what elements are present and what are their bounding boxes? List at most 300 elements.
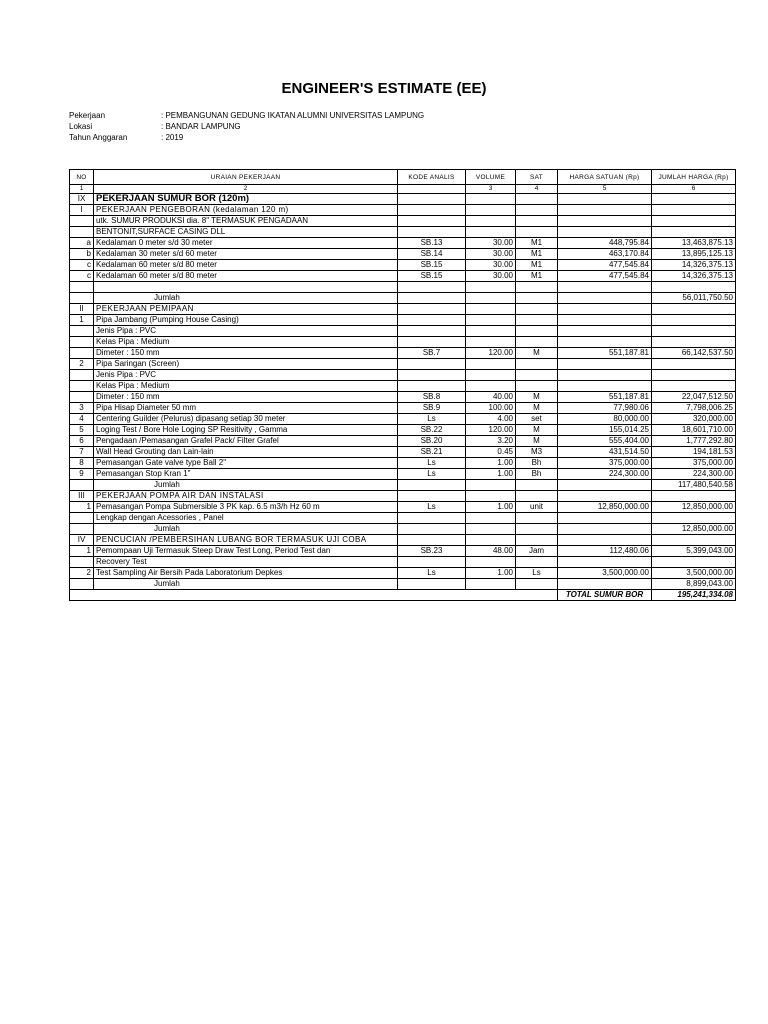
cell-harga xyxy=(558,282,652,293)
cell-uraian: Dimeter : 150 mm xyxy=(94,392,398,403)
cell-volume: 30.00 xyxy=(466,271,516,282)
meta-value: : 2019 xyxy=(161,133,184,142)
cell-no: 7 xyxy=(70,447,94,458)
cell-kode: Ls xyxy=(398,458,466,469)
cell-jumlah: 13,895,125.13 xyxy=(652,249,736,260)
table-row xyxy=(70,469,736,480)
cell-volume xyxy=(466,194,516,205)
cell-kode: Ls xyxy=(398,502,466,513)
cell-harga xyxy=(558,293,652,304)
cell-jumlah: 375,000.00 xyxy=(652,458,736,469)
cell-volume xyxy=(466,359,516,370)
cell-jumlah: 22,047,512.50 xyxy=(652,392,736,403)
cell-kode xyxy=(398,304,466,315)
cell-harga xyxy=(558,513,652,524)
cell-uraian: Pemasangan Gate valve type Ball 2" xyxy=(94,458,398,469)
cell-uraian: utk. SUMUR PRODUKSI dia. 8" TERMASUK PENGADAAN xyxy=(94,216,398,227)
cell-no xyxy=(70,293,94,304)
cell-kode: SB.8 xyxy=(398,392,466,403)
cell-sat xyxy=(516,293,558,304)
cell-jumlah: 66,142,537.50 xyxy=(652,348,736,359)
cell-volume xyxy=(466,315,516,326)
total-value: 195,241,334.08 xyxy=(652,590,736,601)
cell-volume xyxy=(466,304,516,315)
cell-kode: Ls xyxy=(398,469,466,480)
table-row xyxy=(70,491,736,502)
cell-jumlah xyxy=(652,216,736,227)
cell-harga xyxy=(558,326,652,337)
cell-uraian: PEKERJAAN POMPA AIR DAN INSTALASI xyxy=(94,491,398,502)
cell-harga: 375,000.00 xyxy=(558,458,652,469)
cell-sat xyxy=(516,282,558,293)
cell-kode: SB.15 xyxy=(398,271,466,282)
cell-no xyxy=(70,557,94,568)
cell-sat xyxy=(516,359,558,370)
cell-jumlah xyxy=(652,513,736,524)
cell-volume: 1.00 xyxy=(466,502,516,513)
header-harga: HARGA SATUAN (Rp) xyxy=(558,170,652,185)
cell-uraian: Kedalaman 60 meter s/d 80 meter xyxy=(94,260,398,271)
cell-kode xyxy=(398,337,466,348)
cell-jumlah: 14,326,375.13 xyxy=(652,260,736,271)
cell-kode: SB.22 xyxy=(398,425,466,436)
col-number: 5 xyxy=(558,185,652,194)
table-row xyxy=(70,546,736,557)
cell-sat: M1 xyxy=(516,249,558,260)
cell-volume xyxy=(466,524,516,535)
table-row xyxy=(70,392,736,403)
cell-sat: Bh xyxy=(516,469,558,480)
project-meta xyxy=(69,110,424,143)
cell-kode xyxy=(398,216,466,227)
table-row xyxy=(70,249,736,260)
cell-harga: 77,980.06 xyxy=(558,403,652,414)
cell-uraian: Kelas Pipa : Medium xyxy=(94,337,398,348)
table-row xyxy=(70,436,736,447)
table-row xyxy=(70,315,736,326)
table-row xyxy=(70,414,736,425)
cell-kode: Ls xyxy=(398,414,466,425)
cell-uraian: Jumlah xyxy=(94,480,398,491)
col-number: 4 xyxy=(516,185,558,194)
total-row xyxy=(70,590,736,601)
cell-volume: 48.00 xyxy=(466,546,516,557)
cell-sat: M xyxy=(516,425,558,436)
cell-uraian: Pipa Hisap Diameter 50 mm xyxy=(94,403,398,414)
cell-kode xyxy=(398,524,466,535)
cell-jumlah xyxy=(652,227,736,238)
cell-jumlah xyxy=(652,535,736,546)
table-row xyxy=(70,535,736,546)
cell-kode xyxy=(398,315,466,326)
cell-sat xyxy=(516,315,558,326)
cell-kode xyxy=(398,293,466,304)
cell-jumlah xyxy=(652,304,736,315)
column-number-row xyxy=(70,185,736,194)
cell-no: II xyxy=(70,304,94,315)
estimate-table xyxy=(69,169,736,601)
meta-row-lokasi xyxy=(69,121,424,132)
meta-label: Pekerjaan xyxy=(69,111,106,120)
cell-uraian: BENTONIT,SURFACE CASING DLL xyxy=(94,227,398,238)
table-row xyxy=(70,557,736,568)
cell-no: c xyxy=(70,260,94,271)
cell-no: 9 xyxy=(70,469,94,480)
cell-uraian: Dimeter : 150 mm xyxy=(94,348,398,359)
cell-volume: 1.00 xyxy=(466,458,516,469)
cell-uraian: Kedalaman 60 meter s/d 80 meter xyxy=(94,271,398,282)
cell-jumlah xyxy=(652,370,736,381)
cell-no xyxy=(70,480,94,491)
table-row xyxy=(70,513,736,524)
cell-sat xyxy=(516,557,558,568)
table-row xyxy=(70,359,736,370)
cell-jumlah: 1,777,292.80 xyxy=(652,436,736,447)
cell-volume: 1.00 xyxy=(466,568,516,579)
cell-no: 1 xyxy=(70,546,94,557)
cell-uraian: Jenis Pipa : PVC xyxy=(94,370,398,381)
cell-jumlah xyxy=(652,205,736,216)
cell-volume: 30.00 xyxy=(466,249,516,260)
cell-uraian: PENCUCIAN /PEMBERSIHAN LUBANG BOR TERMASUK UJI COBA xyxy=(94,535,398,546)
cell-kode: Ls xyxy=(398,568,466,579)
cell-no: c xyxy=(70,271,94,282)
cell-uraian: Kedalaman 30 meter s/d 60 meter xyxy=(94,249,398,260)
cell-sat: M xyxy=(516,348,558,359)
cell-volume: 120.00 xyxy=(466,348,516,359)
cell-no: 5 xyxy=(70,425,94,436)
table-row xyxy=(70,458,736,469)
cell-kode: SB.21 xyxy=(398,447,466,458)
header-sat: SAT xyxy=(516,170,558,185)
table-row xyxy=(70,238,736,249)
meta-value: : PEMBANGUNAN GEDUNG IKATAN ALUMNI UNIVERSITAS LAMPUNG xyxy=(161,111,425,120)
cell-jumlah: 12,850,000.00 xyxy=(652,502,736,513)
cell-volume xyxy=(466,282,516,293)
cell-jumlah: 56,011,750.50 xyxy=(652,293,736,304)
cell-sat: M1 xyxy=(516,271,558,282)
cell-sat: M xyxy=(516,403,558,414)
cell-kode xyxy=(398,381,466,392)
header-volume: VOLUME xyxy=(466,170,516,185)
cell-jumlah: 18,601,710.00 xyxy=(652,425,736,436)
cell-jumlah: 3,500,000.00 xyxy=(652,568,736,579)
cell-jumlah xyxy=(652,337,736,348)
cell-jumlah xyxy=(652,359,736,370)
meta-row-pekerjaan xyxy=(69,110,424,121)
col-number: 2 xyxy=(94,185,398,194)
cell-volume xyxy=(466,557,516,568)
cell-harga xyxy=(558,337,652,348)
cell-sat xyxy=(516,491,558,502)
cell-volume xyxy=(466,491,516,502)
cell-volume: 30.00 xyxy=(466,260,516,271)
cell-sat: M xyxy=(516,436,558,447)
cell-sat xyxy=(516,480,558,491)
cell-uraian: Lengkap dengan Acessories , Panel xyxy=(94,513,398,524)
cell-uraian xyxy=(94,282,398,293)
cell-volume: 30.00 xyxy=(466,238,516,249)
cell-jumlah xyxy=(652,326,736,337)
cell-sat xyxy=(516,381,558,392)
cell-no: III xyxy=(70,491,94,502)
cell-no: 2 xyxy=(70,359,94,370)
cell-kode xyxy=(398,359,466,370)
cell-no: 4 xyxy=(70,414,94,425)
cell-kode xyxy=(398,557,466,568)
cell-harga xyxy=(558,579,652,590)
cell-kode xyxy=(398,326,466,337)
meta-value: : BANDAR LAMPUNG xyxy=(161,122,241,131)
cell-jumlah: 194,181.53 xyxy=(652,447,736,458)
cell-volume xyxy=(466,513,516,524)
cell-sat xyxy=(516,326,558,337)
cell-no: 1 xyxy=(70,502,94,513)
cell-uraian: Wall Head Grouting dan Lain-lain xyxy=(94,447,398,458)
col-number: 6 xyxy=(652,185,736,194)
cell-kode xyxy=(398,535,466,546)
cell-uraian: Pemasangan Pompa Submersible 3 PK kap. 6.5 m3/h Hz 60 m xyxy=(94,502,398,513)
cell-no xyxy=(70,370,94,381)
cell-sat xyxy=(516,227,558,238)
cell-volume: 100.00 xyxy=(466,403,516,414)
cell-jumlah: 224,300.00 xyxy=(652,469,736,480)
table-row xyxy=(70,524,736,535)
cell-harga xyxy=(558,370,652,381)
cell-harga: 12,850,000.00 xyxy=(558,502,652,513)
cell-no xyxy=(70,227,94,238)
cell-jumlah: 5,399,043.00 xyxy=(652,546,736,557)
cell-harga: 551,187.81 xyxy=(558,348,652,359)
cell-no: 6 xyxy=(70,436,94,447)
meta-row-tahun xyxy=(69,132,424,143)
cell-harga xyxy=(558,216,652,227)
cell-harga xyxy=(558,535,652,546)
cell-volume xyxy=(466,381,516,392)
cell-sat xyxy=(516,370,558,381)
cell-harga: 155,014.25 xyxy=(558,425,652,436)
cell-uraian: Jenis Pipa : PVC xyxy=(94,326,398,337)
table-row xyxy=(70,304,736,315)
cell-volume xyxy=(466,227,516,238)
cell-kode: SB.7 xyxy=(398,348,466,359)
cell-kode xyxy=(398,491,466,502)
cell-kode xyxy=(398,194,466,205)
cell-volume xyxy=(466,480,516,491)
cell-no xyxy=(70,579,94,590)
cell-harga: 477,545.84 xyxy=(558,271,652,282)
cell-harga: 555,404.00 xyxy=(558,436,652,447)
cell-sat: Ls xyxy=(516,568,558,579)
cell-jumlah xyxy=(652,194,736,205)
cell-harga xyxy=(558,359,652,370)
cell-jumlah xyxy=(652,315,736,326)
cell-harga: 448,795.84 xyxy=(558,238,652,249)
cell-volume xyxy=(466,337,516,348)
cell-uraian: Pengadaan /Pemasangan Grafel Pack/ Filter Grafel xyxy=(94,436,398,447)
cell-volume: 4.00 xyxy=(466,414,516,425)
cell-kode: SB.15 xyxy=(398,260,466,271)
table-row xyxy=(70,227,736,238)
cell-harga: 224,300.00 xyxy=(558,469,652,480)
cell-no: b xyxy=(70,249,94,260)
table-row xyxy=(70,326,736,337)
cell-jumlah: 7,798,006.25 xyxy=(652,403,736,414)
cell-kode xyxy=(398,205,466,216)
cell-no: a xyxy=(70,238,94,249)
cell-kode: SB.23 xyxy=(398,546,466,557)
cell-harga xyxy=(558,315,652,326)
cell-uraian: Jumlah xyxy=(94,293,398,304)
cell-sat: Bh xyxy=(516,458,558,469)
cell-no: 8 xyxy=(70,458,94,469)
cell-volume: 120.00 xyxy=(466,425,516,436)
cell-jumlah: 8,899,043.00 xyxy=(652,579,736,590)
cell-harga: 3,500,000.00 xyxy=(558,568,652,579)
cell-no: 2 xyxy=(70,568,94,579)
cell-uraian: PEKERJAAN SUMUR BOR (120m) xyxy=(94,194,398,205)
cell-no: IV xyxy=(70,535,94,546)
table-body xyxy=(70,194,736,590)
cell-sat: M1 xyxy=(516,238,558,249)
cell-jumlah xyxy=(652,381,736,392)
header-no: NO xyxy=(70,170,94,185)
meta-label: Lokasi xyxy=(69,122,93,131)
cell-jumlah xyxy=(652,491,736,502)
cell-no xyxy=(70,326,94,337)
cell-sat xyxy=(516,579,558,590)
table-row xyxy=(70,293,736,304)
cell-sat xyxy=(516,205,558,216)
cell-uraian: Test Sampling Air Bersih Pada Laboratorium Depkes xyxy=(94,568,398,579)
cell-kode: SB.13 xyxy=(398,238,466,249)
cell-no xyxy=(70,392,94,403)
cell-sat xyxy=(516,304,558,315)
total-spacer xyxy=(70,590,558,601)
cell-no xyxy=(70,513,94,524)
cell-harga xyxy=(558,227,652,238)
cell-sat: M1 xyxy=(516,260,558,271)
cell-jumlah: 14,326,375.13 xyxy=(652,271,736,282)
table-row xyxy=(70,370,736,381)
table-row xyxy=(70,381,736,392)
cell-volume xyxy=(466,326,516,337)
cell-harga xyxy=(558,304,652,315)
cell-uraian: Pipa Saringan (Screen) xyxy=(94,359,398,370)
cell-no xyxy=(70,348,94,359)
cell-sat: M3 xyxy=(516,447,558,458)
cell-harga: 477,545.84 xyxy=(558,260,652,271)
cell-harga xyxy=(558,205,652,216)
col-number xyxy=(398,185,466,194)
cell-uraian: Recovery Test xyxy=(94,557,398,568)
cell-volume: 40.00 xyxy=(466,392,516,403)
table-row xyxy=(70,447,736,458)
cell-sat: set xyxy=(516,414,558,425)
table-row xyxy=(70,271,736,282)
document-title: ENGINEER'S ESTIMATE (EE) xyxy=(281,80,487,97)
cell-volume: 1.00 xyxy=(466,469,516,480)
cell-jumlah xyxy=(652,282,736,293)
cell-harga: 80,000.00 xyxy=(558,414,652,425)
cell-uraian: Kelas Pipa : Medium xyxy=(94,381,398,392)
cell-sat xyxy=(516,194,558,205)
cell-sat xyxy=(516,535,558,546)
cell-uraian: Centering Guilder (Pelurus) dipasang setiap 30 meter xyxy=(94,414,398,425)
table-row xyxy=(70,403,736,414)
header-jumlah: JUMLAH HARGA (Rp) xyxy=(652,170,736,185)
cell-no xyxy=(70,524,94,535)
cell-harga: 463,170.84 xyxy=(558,249,652,260)
cell-no xyxy=(70,337,94,348)
cell-sat xyxy=(516,513,558,524)
table-row xyxy=(70,579,736,590)
cell-harga: 431,514.50 xyxy=(558,447,652,458)
cell-no: 1 xyxy=(70,315,94,326)
cell-jumlah: 320,000.00 xyxy=(652,414,736,425)
cell-kode: SB.9 xyxy=(398,403,466,414)
cell-harga xyxy=(558,524,652,535)
cell-harga: 112,480.06 xyxy=(558,546,652,557)
cell-kode: SB.20 xyxy=(398,436,466,447)
cell-kode: SB.14 xyxy=(398,249,466,260)
cell-uraian: Jumlah xyxy=(94,524,398,535)
cell-kode xyxy=(398,282,466,293)
cell-harga xyxy=(558,381,652,392)
header-kode: KODE ANALIS xyxy=(398,170,466,185)
cell-no: I xyxy=(70,205,94,216)
cell-jumlah: 12,850,000.00 xyxy=(652,524,736,535)
table-row xyxy=(70,425,736,436)
cell-volume xyxy=(466,579,516,590)
cell-uraian: Kedalaman 0 meter s/d 30 meter xyxy=(94,238,398,249)
cell-no: IX xyxy=(70,194,94,205)
cell-jumlah: 117,480,540.58 xyxy=(652,480,736,491)
total-label: TOTAL SUMUR BOR xyxy=(558,590,652,601)
col-number: 3 xyxy=(466,185,516,194)
cell-uraian: PEKERJAAN PEMIPAAN xyxy=(94,304,398,315)
cell-kode xyxy=(398,579,466,590)
cell-no xyxy=(70,216,94,227)
cell-uraian: Loging Test / Bore Hole Loging SP Resitivity , Gamma xyxy=(94,425,398,436)
cell-uraian: Jumlah xyxy=(94,579,398,590)
table-row xyxy=(70,502,736,513)
cell-harga xyxy=(558,480,652,491)
table-row xyxy=(70,480,736,491)
cell-sat: M xyxy=(516,392,558,403)
cell-volume xyxy=(466,205,516,216)
cell-sat: unit xyxy=(516,502,558,513)
cell-harga xyxy=(558,557,652,568)
cell-sat xyxy=(516,524,558,535)
cell-kode xyxy=(398,370,466,381)
cell-uraian: Pemompaan Uji Termasuk Steep Draw Test Long, Period Test dan xyxy=(94,546,398,557)
cell-kode xyxy=(398,227,466,238)
cell-no: 3 xyxy=(70,403,94,414)
cell-jumlah xyxy=(652,557,736,568)
cell-volume xyxy=(466,535,516,546)
cell-uraian: Pemasangan Stop Kran 1" xyxy=(94,469,398,480)
cell-no xyxy=(70,381,94,392)
cell-kode xyxy=(398,513,466,524)
header-uraian: URAIAN PEKERJAAN xyxy=(94,170,398,185)
table-row xyxy=(70,194,736,205)
meta-label: Tahun Anggaran xyxy=(69,133,128,142)
cell-volume xyxy=(466,293,516,304)
cell-volume xyxy=(466,216,516,227)
table-row xyxy=(70,260,736,271)
cell-harga: 551,187.81 xyxy=(558,392,652,403)
